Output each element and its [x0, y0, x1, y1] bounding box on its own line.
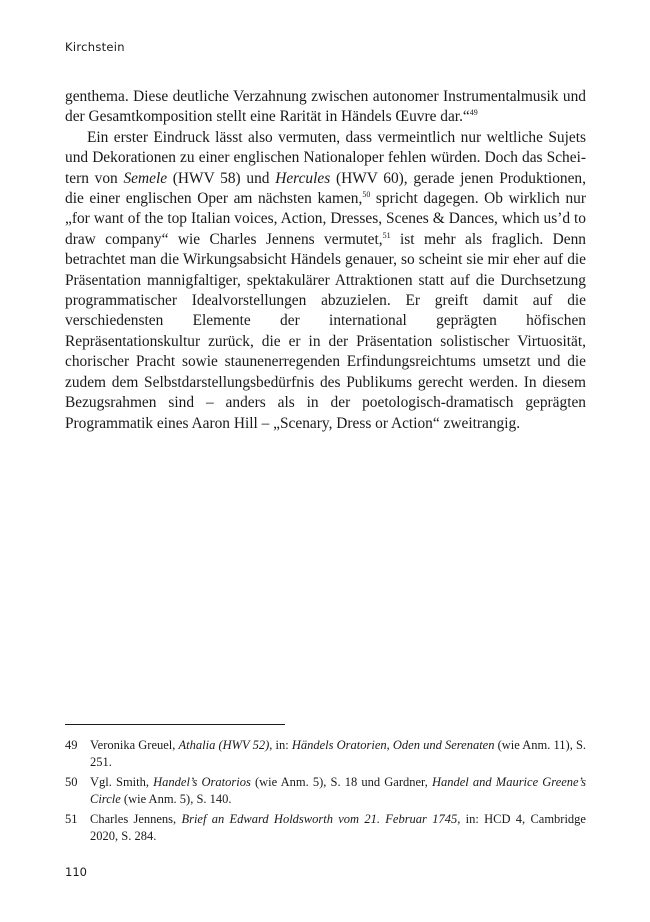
footnote-number: 51 — [65, 812, 78, 827]
footnote-text-part: , in: — [269, 738, 292, 752]
paragraph-2 — [65, 128, 586, 434]
footnote-text-part: Veronika Greuel, — [90, 738, 179, 752]
footnote-text-part: Vgl. Smith, — [90, 775, 154, 790]
paragraph-2-text-5: ist mehr als fraglich. Denn betrachtet man die Wirkungsabsicht Händels genauer, so scheint sie mir eher auf die Präsentation mannigfaltiger, spektakulärer Attraktionen statt auf die Durchsetzung programmatischer Idealvorstellungen abzuzielen. Er greift damit auf die verschiedensten Elemente der international geprägten höfischen Repräsentationskultur zurück, die er in der Präsentation solistischer Virtuosität, chorischer Pracht sowie staunenerregenden Erfindungsreichtums umsetzt und die zudem dem Selbstdarstellungsbedürfnis des Publikums gerecht werden. In diesem Bezugsrahmen sind – anders als in der poetologisch-dramatisch geprägten Programmatik eines Aaron Hill – „Scenary, Dress or Action“ zweitrangig. — [65, 230, 586, 432]
footnote-title: Handel and Maurice Greene’s Circle — [90, 775, 586, 806]
page-number: 110 — [65, 865, 87, 879]
footnote-text-part: , in: HCD 4, Cambridge 2020, S. 284. — [90, 812, 586, 843]
footnote-ref-50[interactable]: 50 — [362, 190, 371, 200]
footnote-ref-49[interactable]: 49 — [469, 108, 478, 118]
work-title-semele: Semele — [123, 169, 168, 187]
paragraph-2-text-2: (HWV 58) und — [167, 169, 276, 187]
main-text — [65, 87, 586, 434]
footnote-text — [90, 811, 586, 844]
paragraph-2-text-4: spricht dagegen. Ob wirklich nur „for want of the top Italian voices, Action, Dresses, Scenes & Dances, which us’d to draw company“ wie Charles Jennens vermutet, — [65, 190, 586, 248]
footnote-text — [90, 774, 586, 807]
paragraph-2-text-3: (HWV 60), gerade jenen Produktionen, die einer englischen Oper am nächsten kamen, — [65, 169, 586, 208]
footnote-separator — [65, 724, 285, 725]
footnote-text-part: (wie Anm. 5), S. 18 und Gardner, — [250, 775, 432, 790]
footnote-title: Athalia (HWV 52) — [178, 738, 270, 752]
footnote-ref-51[interactable]: 51 — [382, 230, 391, 240]
footnote-text-part: (wie Anm. 11), S. 251. — [90, 738, 587, 769]
footnote-number: 50 — [65, 775, 78, 790]
footnote-text — [90, 737, 586, 770]
footnote-49 — [65, 737, 586, 770]
paragraph-2-text-1: Ein erster Eindruck lässt also vermuten, dass vermeintlich nur weltliche Sujets und Dekorationen zu einer englischen Nationaloper fehlen würden. Doch das Scheitern von — [65, 128, 586, 187]
footnote-text-part: Charles Jennens, — [90, 812, 182, 827]
footnote-title: Handel’s Oratorios — [153, 775, 251, 790]
work-title-hercules: Hercules — [275, 169, 331, 187]
paragraph-1 — [65, 87, 586, 128]
running-head: Kirchstein — [65, 40, 125, 54]
footnote-title: Brief an Edward Holdsworth vom 21. Februar 1745 — [181, 812, 458, 827]
footnote-51 — [65, 811, 586, 844]
footnotes — [65, 737, 586, 849]
footnote-text-part: (wie Anm. 5), S. 140. — [120, 791, 232, 806]
paragraph-1-text: genthema. Diese deutliche Verzahnung zwischen autonomer Instrumentalmusik und der Gesamtkomposition stellt eine Rarität in Händels Œuvre dar.“ — [65, 88, 586, 126]
footnote-number: 49 — [65, 738, 78, 752]
footnote-50 — [65, 774, 586, 807]
footnote-title: Händels Oratorien, Oden und Serenaten — [291, 738, 495, 752]
